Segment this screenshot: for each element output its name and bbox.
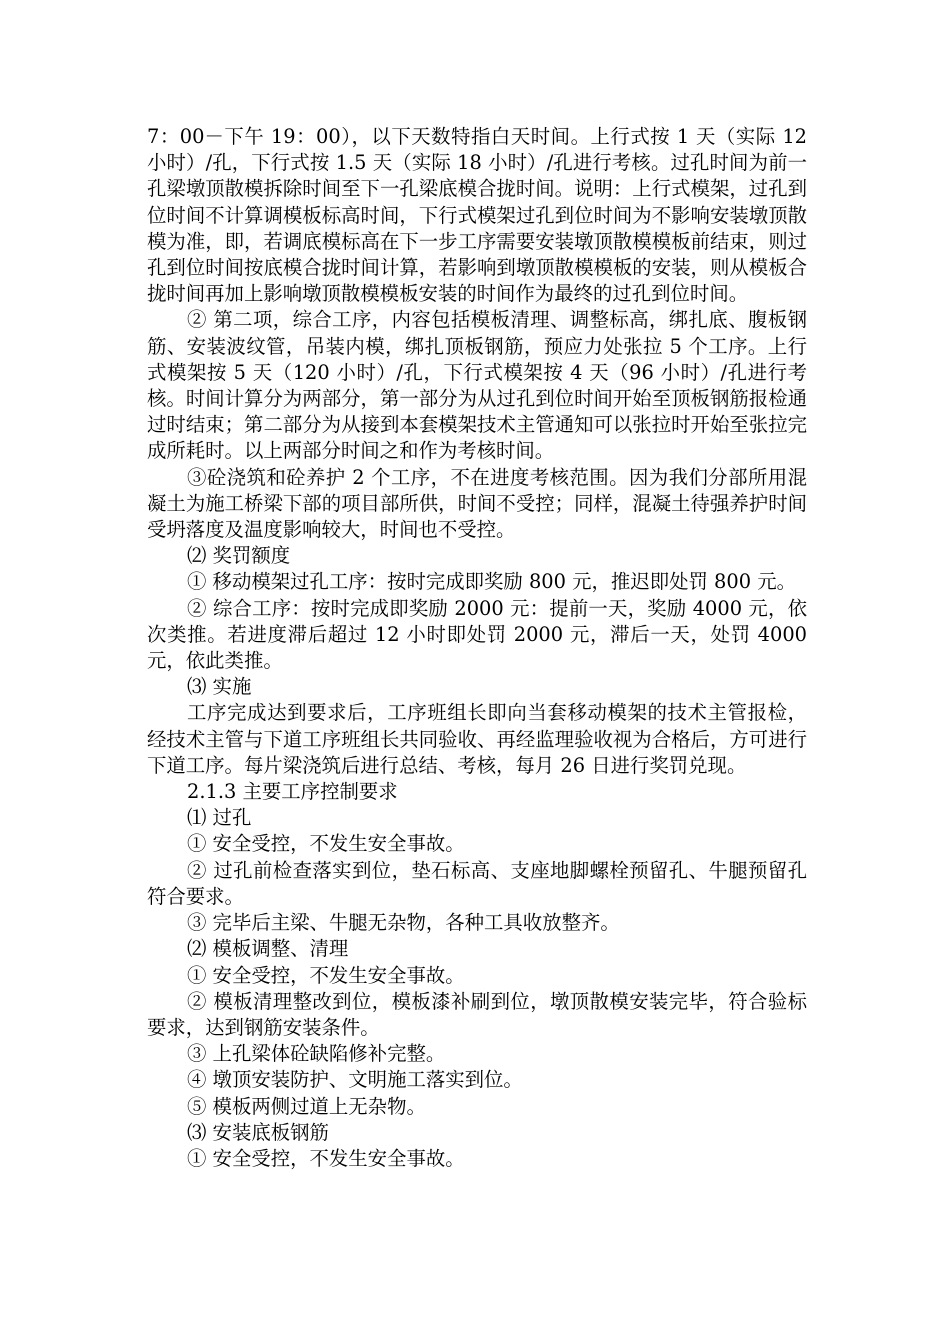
heading-reward-penalty: ⑵ 奖罚额度 (187, 544, 291, 568)
list-item-cleanup: ③ 完毕后主梁、牛腿无杂物，各种工具收放整齐。 (187, 911, 620, 935)
list-item-defect-repair: ③ 上孔梁体砼缺陷修补完整。 (187, 1042, 446, 1066)
heading-implementation: ⑶ 实施 (187, 675, 252, 699)
list-item-protection: ④ 墩顶安装防护、文明施工落实到位。 (187, 1068, 523, 1092)
section-heading-2-1-3: 2.1.3 主要工序控制要求 (187, 780, 398, 804)
heading-formwork-adjust: ⑵ 模板调整、清理 (187, 937, 349, 961)
list-item-formwork-cleaning: ② 模板清理整改到位，模板漆补刷到位，墩顶散模安装完毕，符合验标要求，达到钢筋安装条件。 (147, 989, 807, 1039)
heading-bottom-rebar: ⑶ 安装底板钢筋 (187, 1120, 329, 1144)
paragraph-item-second-process: ② 第二项，综合工序，内容包括模板清理、调整标高，绑扎底、腹板钢筋、安装波纹管，吊装内模，绑扎顶板钢筋，预应力处张拉 5 个工序。上行式模架按 5 天（120 小时）/孔，下行式模架按 4 天（96 小时）/孔进行考核。时间计算分为两部分，第一部分为从过孔到位时间开始至顶板钢筋报检通过时结束；第二部分为从接到本套模架技术主管通知可以张拉时开始至张拉完成所耗时。以上两部分时间之和作为考核时间。 (147, 308, 807, 463)
heading-span-moving: ⑴ 过孔 (187, 806, 252, 830)
paragraph-implementation: 工序完成达到要求后，工序班组长即向当套移动模架的技术主管报检，经技术主管与下道工序班组长共同验收、再经监理验收视为合格后，方可进行下道工序。每片梁浇筑后进行总结、考核，每月 26 日进行奖罚兑现。 (147, 701, 807, 777)
list-item-safety: ① 安全受控，不发生安全事故。 (187, 1146, 465, 1170)
paragraph-reward-moving-formwork: ① 移动模架过孔工序：按时完成即奖励 800 元，推迟即处罚 800 元。 (187, 570, 796, 594)
document-body (147, 124, 807, 1172)
list-item-pre-check: ② 过孔前检查落实到位，垫石标高、支座地脚螺栓预留孔、牛腿预留孔符合要求。 (147, 858, 807, 908)
paragraph-item-third-process: ③砼浇筑和砼养护 2 个工序，不在进度考核范围。因为我们分部所用混凝土为施工桥梁下部的项目部所供，时间不受控；同样，混凝土待强养护时间受坍落度及温度影响较大，时间也不受控。 (147, 465, 807, 542)
list-item-safety: ① 安全受控，不发生安全事故。 (187, 832, 465, 856)
list-item-safety: ① 安全受控，不发生安全事故。 (187, 963, 465, 987)
list-item-walkway-clear: ⑤ 模板两侧过道上无杂物。 (187, 1094, 426, 1118)
paragraph-reward-combined-process: ② 综合工序：按时完成即奖励 2000 元：提前一天，奖励 4000 元，依次类推。若进度滞后超过 12 小时即处罚 2000 元，滞后一天，处罚 4000 元，依此类推。 (147, 596, 807, 673)
paragraph-intro-schedule: 7：00－下午 19：00），以下天数特指白天时间。上行式按 1 天（实际 12 小时）/孔，下行式按 1.5 天（实际 18 小时）/孔进行考核。过孔时间为前一孔梁墩顶散模拆除时间至下一孔梁底模合拢时间。说明：上行式模架，过孔到位时间不计算调模板标高时间，下行式模架过孔到位时间为不影响安装墩顶散模为准，即，若调底模标高在下一步工序需要安装墩顶散模模板前结束，则过孔到位时间按底模合拢时间计算，若影响到墩顶散模模板的安装，则从模板合拢时间再加上影响墩顶散模模板安装的时间作为最终的过孔到位时间。 (147, 125, 807, 306)
